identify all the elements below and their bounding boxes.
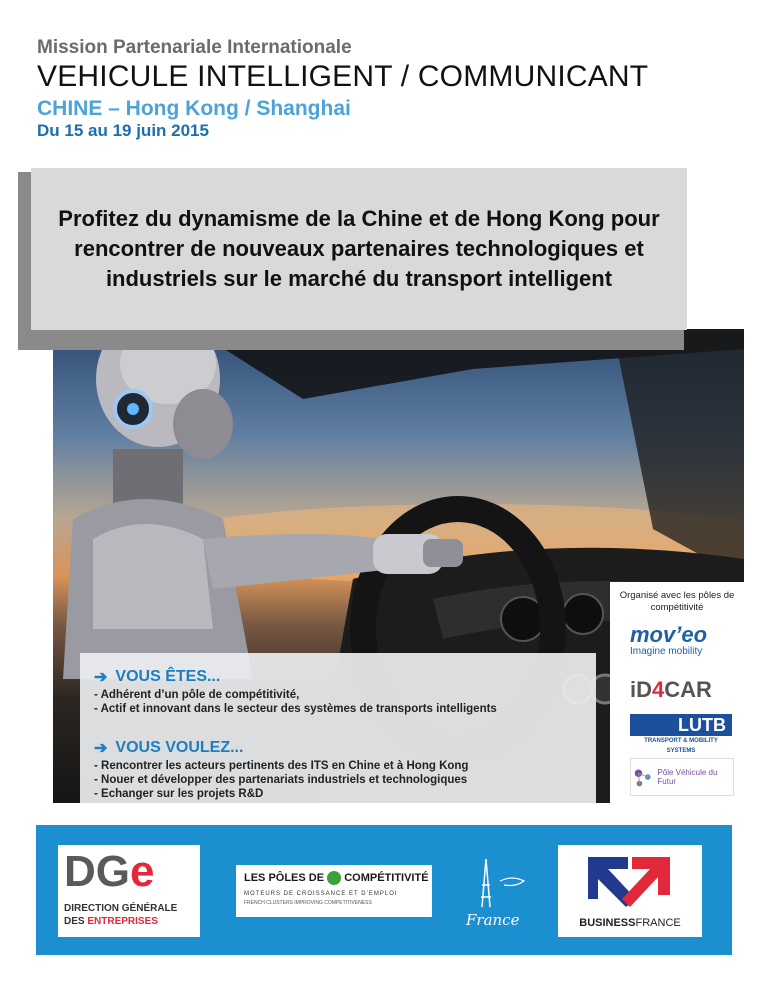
vous-voulez-list <box>94 759 584 801</box>
list-item: - Actif et innovant dans le secteur des systèmes de transports intelligents <box>94 703 497 715</box>
arrow-right-icon: ➔ <box>94 669 108 686</box>
id4car-part-a: iD <box>630 677 652 702</box>
dge-line1: DIRECTION GÉNÉRALE <box>64 903 178 914</box>
list-item: - Adhérent d’un pôle de compétitivité, <box>94 689 300 701</box>
id4car-part-c: CAR <box>664 677 712 702</box>
id4car-part-b: 4 <box>652 677 665 702</box>
dge-line2a: DES <box>64 916 88 927</box>
lutb-name: LUTB <box>630 714 732 736</box>
poles-line2: MOTEURS DE CROISSANCE ET D’EMPLOI <box>244 891 398 897</box>
mission-subtitle: Mission Partenariale Internationale <box>37 37 352 58</box>
france-word: France <box>466 911 520 929</box>
poles-line1a: LES PÔLES DE <box>244 871 325 884</box>
lutb-logo <box>630 714 732 754</box>
dge-line2b: ENTREPRISES <box>87 916 158 927</box>
page-title: VEHICULE INTELLIGENT / COMMUNICANT <box>37 60 649 93</box>
bf-light: FRANCE <box>635 917 681 929</box>
list-item: - Rencontrer les acteurs pertinents des ITS en Chine et à Hong Kong <box>94 760 469 772</box>
molecule-icon <box>631 765 653 789</box>
info-box <box>80 653 596 803</box>
vous-etes-heading <box>94 667 220 687</box>
moveo-logo <box>630 624 732 660</box>
lutb-tagline: TRANSPORT & MOBILITY SYSTEMS <box>644 738 718 754</box>
moveo-tagline: Imagine mobility <box>630 646 703 657</box>
eiffel-tower-icon <box>466 855 536 911</box>
dge-e: e <box>130 847 155 896</box>
footer-band <box>36 825 732 955</box>
businessfrance-logo <box>558 845 702 937</box>
dge-letters: DG <box>64 847 130 896</box>
vous-voulez-label: VOUS VOULEZ... <box>115 739 244 756</box>
list-item: - Nouer et développer des partenariats industriels et technologiques <box>94 774 468 786</box>
arrow-right-icon: ➔ <box>94 740 108 757</box>
event-dates: Du 15 au 19 juin 2015 <box>37 121 209 140</box>
pvf-name: Pôle Véhicule du Futur <box>657 768 718 786</box>
vous-voulez-heading <box>94 738 243 758</box>
pvf-logo <box>630 758 734 796</box>
moveo-name: mov’eo <box>630 622 708 647</box>
location: CHINE – Hong Kong / Shanghai <box>37 97 351 120</box>
france-logo <box>466 855 536 935</box>
poles-line1b: COMPÉTITIVITÉ <box>344 871 429 884</box>
vous-etes-list <box>94 688 584 716</box>
poles-logo <box>236 865 432 917</box>
dge-logo <box>58 845 200 937</box>
headline-box <box>31 168 687 330</box>
bf-bold: BUSINESS <box>579 917 636 929</box>
list-item: - Echanger sur les projets R&D <box>94 788 264 800</box>
vous-etes-label: VOUS ÊTES... <box>115 668 221 685</box>
organized-with-label: Organisé avec les pôles de compétitivité <box>619 590 735 613</box>
poles-line3: FRENCH CLUSTERS IMPROVING COMPETITIVENESS <box>244 900 372 906</box>
arrow-circle-icon <box>327 871 341 885</box>
partners-panel <box>610 582 744 803</box>
headline-text: Profitez du dynamisme de la Chine et de Hong Kong pour rencontrer de nouveaux partenaires technologiques et industriels sur le marché du transport intelligent <box>58 206 660 291</box>
arrows-icon <box>558 845 702 915</box>
id4car-logo <box>630 675 732 705</box>
